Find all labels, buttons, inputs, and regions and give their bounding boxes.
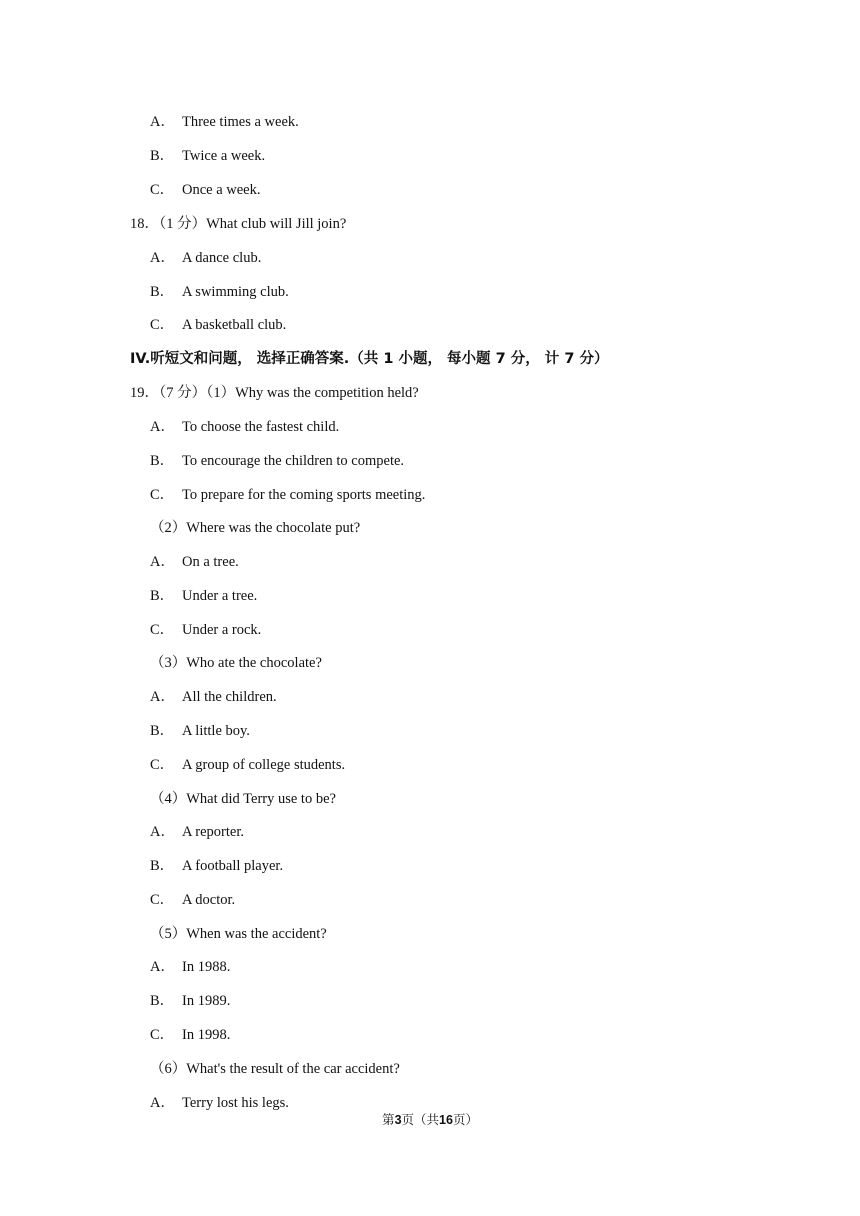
page-total: 16 <box>439 1113 453 1127</box>
q18-option-c: C． A basketball club. <box>150 317 287 333</box>
q19-part5-stem: （5）When was the accident? <box>150 926 327 942</box>
q18-option-a: A． A dance club. <box>150 250 262 266</box>
q19-part3-stem: （3）Who ate the chocolate? <box>150 655 322 671</box>
section-heading: IV.听短文和问题， 选择正确答案.（共 1 小题， 每小题 7 分， 计 7 分） <box>130 351 609 367</box>
q17-option-c: C． Once a week. <box>150 182 261 198</box>
q19-1-option-c: C． To prepare for the coming sports meeting. <box>150 487 426 503</box>
q19-2-option-b: B． Under a tree. <box>150 588 258 604</box>
q17-option-b: B． Twice a week. <box>150 148 266 164</box>
q19-6-option-a: A． Terry lost his legs. <box>150 1095 289 1111</box>
q19-part2-stem: （2）Where was the chocolate put? <box>150 520 361 536</box>
q19-3-option-c: C． A group of college students. <box>150 757 346 773</box>
q17-option-a: A． Three times a week. <box>150 114 299 130</box>
q19-4-option-c: C． A doctor. <box>150 892 236 908</box>
q19-5-option-c: C． In 1998. <box>150 1027 231 1043</box>
q19-2-option-c: C． Under a rock. <box>150 622 262 638</box>
page-number: 3 <box>394 1113 402 1127</box>
page-footer: 第3页（共16页） <box>382 1112 478 1127</box>
q19-4-option-b: B． A football player. <box>150 858 284 874</box>
q19-1-option-b: B． To encourage the children to compete. <box>150 453 405 469</box>
q19-5-option-a: A． In 1988. <box>150 959 231 975</box>
q19-3-option-b: B． A little boy. <box>150 723 250 739</box>
q19-stem: 19．（7 分）（1）Why was the competition held? <box>130 385 419 401</box>
q18-stem: 18．（1 分）What club will Jill join? <box>130 216 347 232</box>
q19-5-option-b: B． In 1989. <box>150 993 231 1009</box>
q19-2-option-a: A． On a tree. <box>150 554 239 570</box>
q18-option-b: B． A swimming club. <box>150 284 289 300</box>
q19-part4-stem: （4）What did Terry use to be? <box>150 791 336 807</box>
q19-1-option-a: A． To choose the fastest child. <box>150 419 340 435</box>
q19-4-option-a: A． A reporter. <box>150 824 245 840</box>
q19-3-option-a: A． All the children. <box>150 689 277 705</box>
q19-part6-stem: （6）What's the result of the car accident? <box>150 1061 400 1077</box>
